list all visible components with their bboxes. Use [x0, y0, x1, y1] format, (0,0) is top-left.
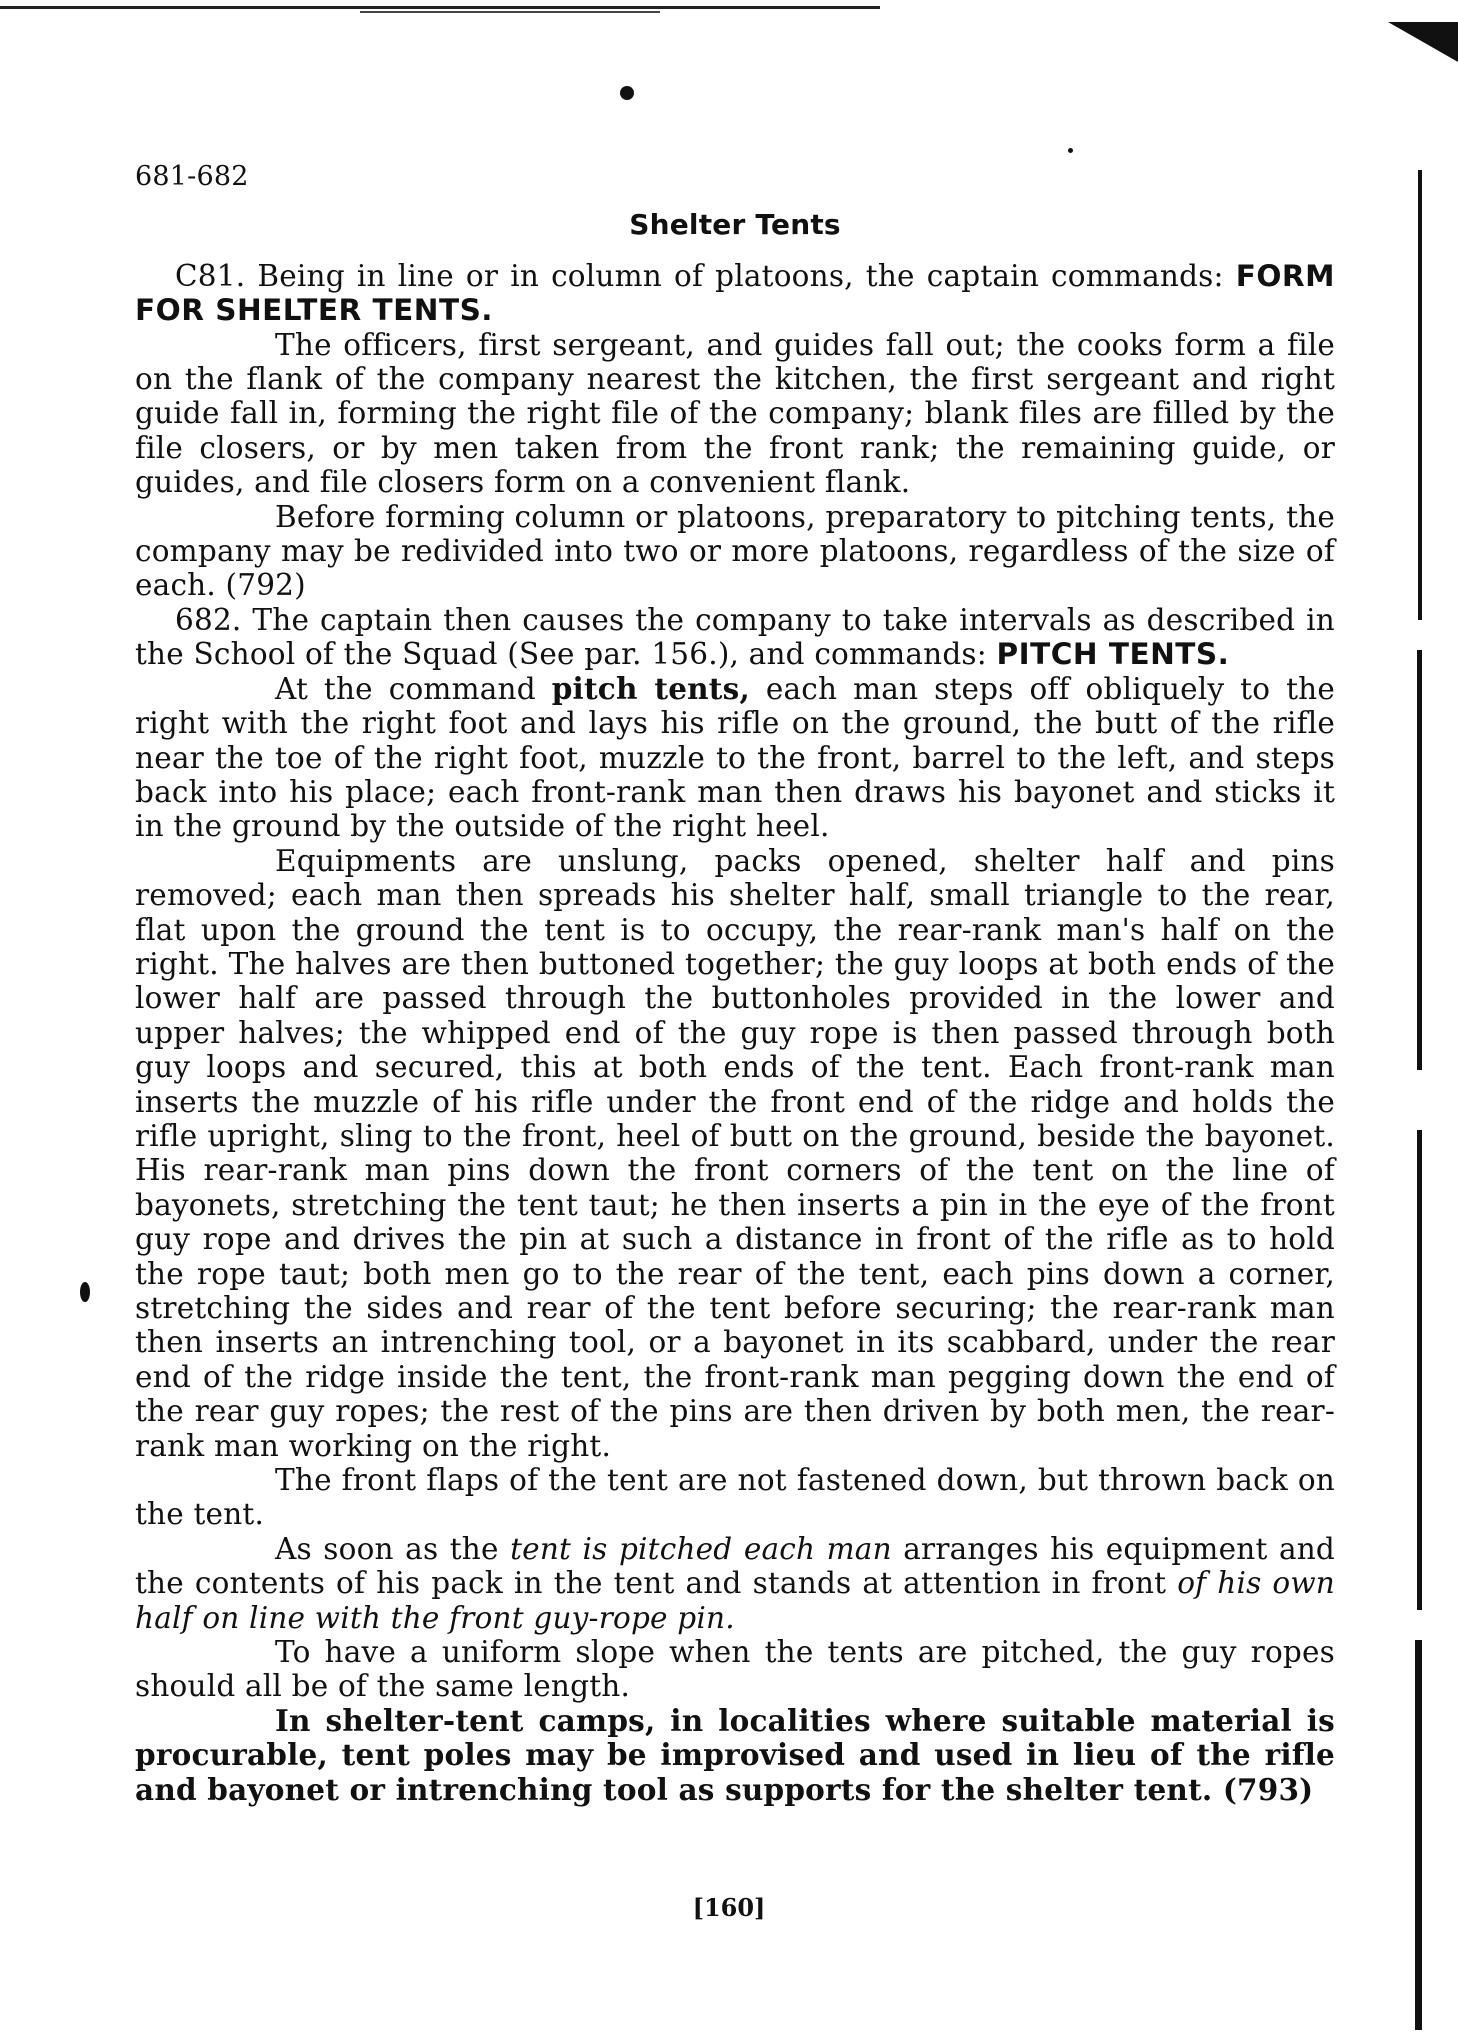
text-run: arranges his equipment and the contents of his pack in the tent and stands at attention in front — [135, 1531, 1336, 1601]
page-body — [135, 160, 1335, 1807]
paragraph-681-redivide: Before forming column or platoons, preparatory to pitching tents, the company may be redivided into two or more platoons, regardless of the size of each. (792) — [135, 499, 1335, 603]
scan-binding-edge — [1417, 1130, 1422, 1610]
scan-top-rule — [0, 6, 880, 9]
paragraph-682-equipments: Equipments are unslung, packs opened, shelter half and pins removed; each man then spreads his shelter half, small triangle to the rear, flat upon the ground the tent is to occupy, the rear-rank man's half on the right. The halves are then buttoned together; the guy loops at both ends of the lower half are passed through the buttonholes provided in the lower and upper halves; the whipped end of the guy rope is then passed through both guy loops and secured, this at both ends of the tent. Each front-rank man inserts the muzzle of his rifle under the front end of the ridge and holds the rifle upright, sling to the front, heel of butt on the ground, beside the bayonet. His rear-rank man pins down the front corners of the tent on the line of bayonets, stretching the tent taut; he then inserts a pin in the eye of the front guy rope and drives the pin at such a distance in front of the rifle as to hold the rope taut; both men go to the rear of the tent, each pins down a corner, stretching the sides and rear of the tent before securing; the rear-rank man then inserts an intrenching tool, or a bayonet in its scabbard, under the rear end of the ridge inside the tent, the front-rank man pegging down the end of the rear guy ropes; the rest of the pins are then driven by both men, the rear-rank man working on the right. — [135, 843, 1335, 1463]
text-run: At the command — [275, 671, 536, 706]
page-range-header: 681-682 — [135, 161, 249, 192]
scan-binding-edge — [1418, 170, 1422, 620]
paragraph-682-flaps: The front flaps of the tent are not fastened down, but thrown back on the tent. — [135, 1463, 1335, 1532]
scan-dot — [80, 1282, 90, 1302]
scan-binding-edge — [1415, 1640, 1422, 2030]
paragraph-682-slope: To have a uniform slope when the tents are pitched, the guy ropes should all be of the same length. — [135, 1635, 1335, 1704]
paragraph-text: The captain then causes the company to take intervals as described in the School of the Squad (See par. 156.), and commands: — [135, 602, 1335, 672]
command-pitch-tents: PITCH TENTS. — [996, 637, 1230, 672]
text-run: As soon as the — [275, 1531, 499, 1566]
page-number: [160] — [692, 1893, 766, 1922]
text-run: of his own half on line with the front guy-rope pin. — [135, 1566, 1335, 1635]
paragraph-number: C81. — [175, 258, 246, 293]
scan-binding-edge — [1417, 650, 1422, 1070]
scan-dot — [1068, 148, 1073, 153]
scan-corner-mark — [1388, 22, 1458, 62]
scan-top-rule-2 — [360, 11, 660, 13]
paragraph-682 — [135, 603, 1335, 672]
paragraph-text: Being in line or in column of platoons, the captain commands: — [257, 258, 1224, 293]
command-form-for-shelter-tents: FORM FOR SHELTER TENTS. — [135, 258, 1335, 328]
command-pitch-tents-inline: pitch tents, — [551, 670, 750, 706]
paragraph-681-officers: The officers, first sergeant, and guides fall out; the cooks form a file on the flank of the company nearest the kitchen, the first sergeant and right guide fall in, forming the right file of the company; blank files are filled by the file closers, or by men taken from the front rank; the remaining guide, or guides, and file closers form on a convenient flank. — [135, 327, 1335, 500]
scan-dot — [620, 86, 634, 100]
paragraph-682-camps: In shelter-tent camps, in localities where suitable material is procurable, tent poles may be improvised and used in lieu of the rifle and bayonet or intrenching tool as supports for the shelter tent. (793) — [135, 1702, 1335, 1807]
section-title: Shelter Tents — [629, 208, 841, 242]
paragraph-681 — [135, 259, 1335, 328]
text-run: each man steps off obliquely to the right with the right foot and lays his rifle on the ground, the butt of the rifle near the toe of the right foot, muzzle to the front, barrel to the left, and steps back into his place; each front-rank man then draws his bayonet and sticks it in the ground by the outside of the right heel. — [135, 671, 1335, 844]
paragraph-682-command — [135, 672, 1335, 844]
text-run: tent is pitched each man — [510, 1531, 892, 1566]
paragraph-682-arrange — [135, 1532, 1335, 1635]
paragraph-number: 682. — [175, 602, 242, 637]
